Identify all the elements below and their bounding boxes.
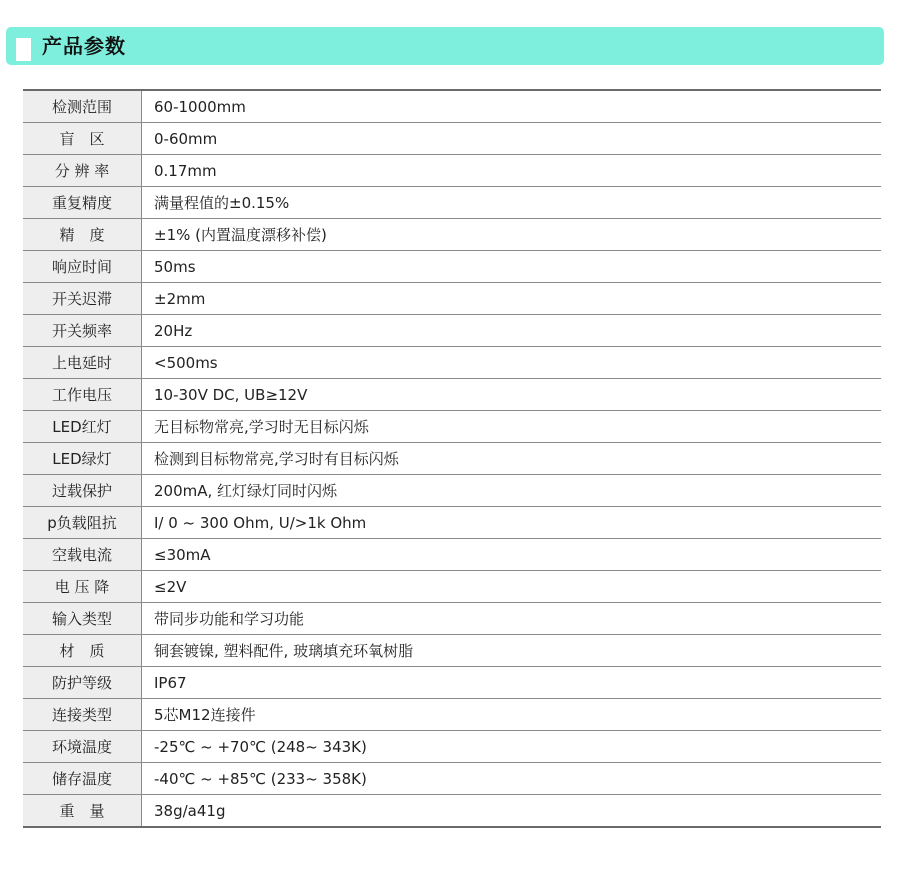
spec-label: 盲 区 [23, 123, 142, 155]
spec-label: 响应时间 [23, 251, 142, 283]
spec-row [23, 155, 881, 187]
spec-label: LED红灯 [23, 411, 142, 443]
spec-row [23, 123, 881, 155]
spec-row [23, 635, 881, 667]
spec-label: 防护等级 [23, 667, 142, 699]
spec-value: I/ 0 ~ 300 Ohm, U/>1k Ohm [142, 507, 882, 539]
spec-row [23, 795, 881, 828]
spec-row [23, 443, 881, 475]
spec-row [23, 187, 881, 219]
spec-value: 200mA, 红灯绿灯同时闪烁 [142, 475, 882, 507]
spec-value: ±2mm [142, 283, 882, 315]
spec-value: 满量程值的±0.15% [142, 187, 882, 219]
spec-row [23, 251, 881, 283]
spec-value: 无目标物常亮,学习时无目标闪烁 [142, 411, 882, 443]
spec-row [23, 603, 881, 635]
spec-value: 38g/a41g [142, 795, 882, 828]
spec-label: 连接类型 [23, 699, 142, 731]
spec-label: 重 量 [23, 795, 142, 828]
spec-row [23, 219, 881, 251]
spec-row [23, 283, 881, 315]
spec-value: ±1% (内置温度漂移补偿) [142, 219, 882, 251]
spec-label: 材 质 [23, 635, 142, 667]
spec-value: -40℃ ~ +85℃ (233~ 358K) [142, 763, 882, 795]
header-marker [16, 38, 31, 61]
spec-label: 检测范围 [23, 90, 142, 123]
spec-label: 精 度 [23, 219, 142, 251]
spec-value: ≤30mA [142, 539, 882, 571]
spec-row [23, 347, 881, 379]
spec-value: 带同步功能和学习功能 [142, 603, 882, 635]
spec-label: 开关迟滞 [23, 283, 142, 315]
spec-value: 10-30V DC, UB≥12V [142, 379, 882, 411]
spec-table [23, 89, 881, 828]
spec-label: 分 辨 率 [23, 155, 142, 187]
spec-row [23, 90, 881, 123]
spec-row [23, 667, 881, 699]
spec-label: 输入类型 [23, 603, 142, 635]
spec-value: 50ms [142, 251, 882, 283]
spec-row [23, 379, 881, 411]
spec-value: -25℃ ~ +70℃ (248~ 343K) [142, 731, 882, 763]
spec-value: <500ms [142, 347, 882, 379]
spec-row [23, 411, 881, 443]
spec-value: 20Hz [142, 315, 882, 347]
spec-table-body [23, 90, 881, 827]
spec-label: 开关频率 [23, 315, 142, 347]
spec-label: LED绿灯 [23, 443, 142, 475]
section-header [6, 27, 884, 65]
spec-label: 过载保护 [23, 475, 142, 507]
spec-value: 5芯M12连接件 [142, 699, 882, 731]
spec-row [23, 475, 881, 507]
spec-row [23, 763, 881, 795]
spec-row [23, 699, 881, 731]
spec-value: 检测到目标物常亮,学习时有目标闪烁 [142, 443, 882, 475]
spec-value: 60-1000mm [142, 90, 882, 123]
spec-row [23, 731, 881, 763]
spec-label: 储存温度 [23, 763, 142, 795]
section-title: 产品参数 [42, 34, 126, 58]
spec-label: 空载电流 [23, 539, 142, 571]
spec-label: 工作电压 [23, 379, 142, 411]
spec-label: p负载阻抗 [23, 507, 142, 539]
spec-label: 重复精度 [23, 187, 142, 219]
spec-row [23, 571, 881, 603]
spec-value: 0.17mm [142, 155, 882, 187]
spec-row [23, 315, 881, 347]
spec-value: ≤2V [142, 571, 882, 603]
spec-label: 电 压 降 [23, 571, 142, 603]
spec-row [23, 507, 881, 539]
spec-value: 0-60mm [142, 123, 882, 155]
spec-value: IP67 [142, 667, 882, 699]
spec-row [23, 539, 881, 571]
spec-label: 上电延时 [23, 347, 142, 379]
spec-label: 环境温度 [23, 731, 142, 763]
spec-value: 铜套镀镍, 塑料配件, 玻璃填充环氧树脂 [142, 635, 882, 667]
